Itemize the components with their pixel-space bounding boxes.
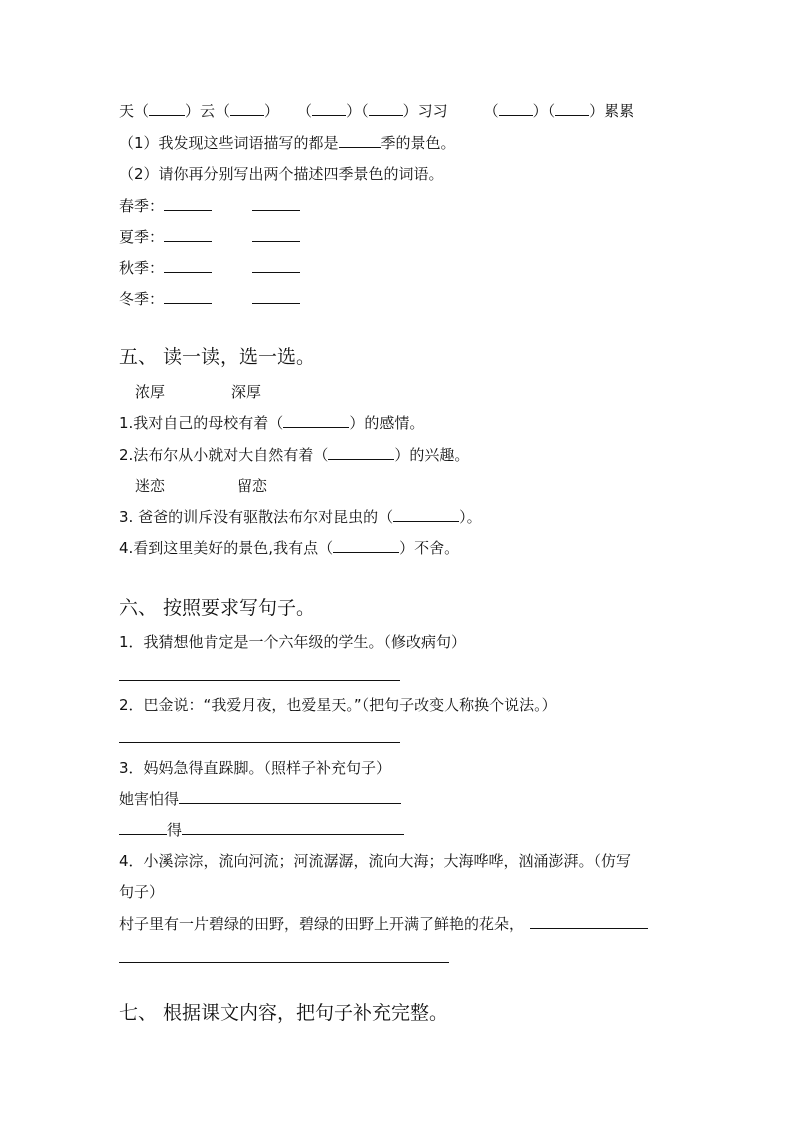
blank[interactable] xyxy=(328,445,394,460)
choice-item-2 xyxy=(119,445,469,465)
sentence-q3-example-b xyxy=(119,820,404,840)
text: （ xyxy=(297,102,313,120)
blank[interactable] xyxy=(149,101,185,116)
text: 4.看到这里美好的景色,我有点（ xyxy=(119,539,334,557)
answer-line[interactable] xyxy=(119,680,400,681)
choice-item-4 xyxy=(119,538,459,558)
blank[interactable] xyxy=(252,227,300,242)
blank[interactable] xyxy=(252,289,300,304)
text: （ xyxy=(483,102,499,120)
word-choice: 深厚 xyxy=(231,383,262,401)
season-label: 秋季： xyxy=(119,259,165,277)
answer-line[interactable] xyxy=(119,962,449,963)
text: ）不舍。 xyxy=(399,539,460,557)
section-6-heading: 六、 按照要求写句子。 xyxy=(119,597,316,619)
blank[interactable] xyxy=(164,196,212,211)
sentence-q1: 1．我猜想他肯定是一个六年级的学生。（修改病句） xyxy=(119,633,467,651)
sentence-q4-line3 xyxy=(119,914,648,934)
blank[interactable] xyxy=(555,101,589,116)
answer-line[interactable] xyxy=(119,742,400,743)
blank[interactable] xyxy=(164,258,212,273)
text: 2.法布尔从小就对大自然有着（ xyxy=(119,446,329,464)
text: （1）我发现这些词语描写的都是 xyxy=(119,134,339,152)
text: 1.我对自己的母校有着（ xyxy=(119,414,284,432)
blank[interactable] xyxy=(252,258,300,273)
season-label: 冬季： xyxy=(119,290,165,308)
season-row-winter xyxy=(119,289,300,309)
text: ）（ xyxy=(532,102,556,120)
section-5-heading: 五、 读一读，选一选。 xyxy=(119,346,316,368)
blank[interactable] xyxy=(252,196,300,211)
word-choice: 迷恋 xyxy=(135,477,166,495)
sentence-q3: 3．妈妈急得直跺脚。（照样子补充句子） xyxy=(119,759,392,777)
choice-item-3 xyxy=(119,507,482,527)
text: ）的感情。 xyxy=(349,414,425,432)
sentence-q3-example-a xyxy=(119,789,401,809)
word-choices-1 xyxy=(135,382,261,402)
text: ）（ xyxy=(346,102,369,120)
text: 3. 爸爸的训斥没有驱散法布尔对昆虫的（ xyxy=(119,508,394,526)
blank[interactable] xyxy=(393,507,459,522)
word-choice: 浓厚 xyxy=(135,383,166,401)
season-label: 春季： xyxy=(119,197,165,215)
blank[interactable] xyxy=(369,101,403,116)
text: 得 xyxy=(167,821,183,839)
text: 季的景色。 xyxy=(380,134,456,152)
season-label: 夏季： xyxy=(119,228,165,246)
blank[interactable] xyxy=(164,289,212,304)
text: ）的兴趣。 xyxy=(394,446,470,464)
word-choice: 留恋 xyxy=(237,477,268,495)
blank[interactable] xyxy=(230,101,264,116)
season-row-summer xyxy=(119,227,300,247)
season-row-spring xyxy=(119,196,300,216)
text: ） xyxy=(264,102,280,120)
blank[interactable] xyxy=(119,820,167,835)
text: ）。 xyxy=(459,508,482,526)
text: 村子里有一片碧绿的田野，碧绿的田野上开满了鲜艳的花朵， xyxy=(119,915,525,933)
blank[interactable] xyxy=(333,538,399,553)
sentence-q4-line2: 句子） xyxy=(119,883,165,901)
blank[interactable] xyxy=(283,413,349,428)
question-2: （2）请你再分别写出两个描述四季景色的词语。 xyxy=(119,165,444,183)
section-7-heading: 七、 根据课文内容，把句子补充完整。 xyxy=(119,1002,449,1024)
text: ）云（ xyxy=(185,102,231,120)
question-1 xyxy=(119,133,456,153)
text: ）累累 xyxy=(589,102,635,120)
blank[interactable] xyxy=(339,133,381,148)
season-row-autumn xyxy=(119,258,300,278)
blank[interactable] xyxy=(179,789,401,804)
word-fill-line xyxy=(119,101,634,121)
blank[interactable] xyxy=(164,227,212,242)
blank[interactable] xyxy=(499,101,533,116)
text: 她害怕得 xyxy=(119,790,180,808)
blank[interactable] xyxy=(182,820,404,835)
sentence-q4-line1: 4．小溪淙淙，流向河流；河流潺潺，流向大海；大海哗哗，汹涌澎湃。（仿写 xyxy=(119,852,632,870)
text: ）习习 xyxy=(402,102,448,120)
blank[interactable] xyxy=(312,101,346,116)
choice-item-1 xyxy=(119,413,424,433)
sentence-q2: 2．巴金说：“我爱月夜，也爱星天。”（把句子改变人称换个说法。） xyxy=(119,696,557,714)
blank[interactable] xyxy=(530,914,648,929)
text: 天（ xyxy=(119,102,150,120)
word-choices-2 xyxy=(135,476,267,496)
